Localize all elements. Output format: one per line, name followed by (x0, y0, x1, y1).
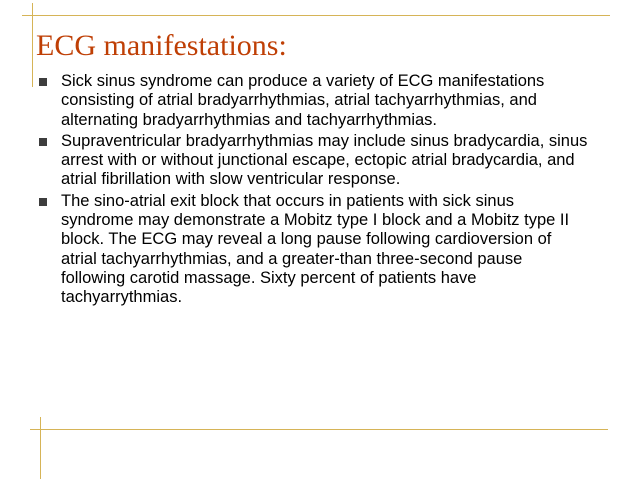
bullet-item (0, 72, 638, 130)
square-bullet-icon (39, 198, 47, 206)
top-horizontal-rule (22, 15, 610, 16)
bullet-text: The sino-atrial exit block that occurs in patients with sick sinus syndrome may demonstrate a Mobitz type I block and a Mobitz type II block. The ECG may reveal a long pause following cardioversion of atrial tachyarrhythmias, and a greater-than three-second pause following carotid massage. Sixty percent of patients have tachyarrythmias. (61, 191, 570, 307)
bullet-text: Sick sinus syndrome can produce a variety of ECG manifestations consisting of atrial bradyarrhythmias, atrial tachyarrhythmias, and alternating bradyarrhythmias and tachyarrhythmias. (61, 72, 545, 129)
bullet-text: Supraventricular bradyarrhythmias may include sinus bradycardia, sinus arrest with or without junctional escape, ectopic atrial bradycardia, and atrial fibrillation with slow ventricular response. (61, 131, 588, 189)
square-bullet-icon (39, 78, 47, 86)
square-bullet-icon (39, 138, 47, 146)
bullet-item (0, 192, 638, 308)
slide-title: ECG manifestations: (36, 29, 287, 62)
bullet-item (0, 132, 638, 190)
bullet-list (0, 72, 638, 308)
bottom-vertical-rule (40, 417, 41, 479)
bottom-horizontal-rule (30, 429, 608, 430)
